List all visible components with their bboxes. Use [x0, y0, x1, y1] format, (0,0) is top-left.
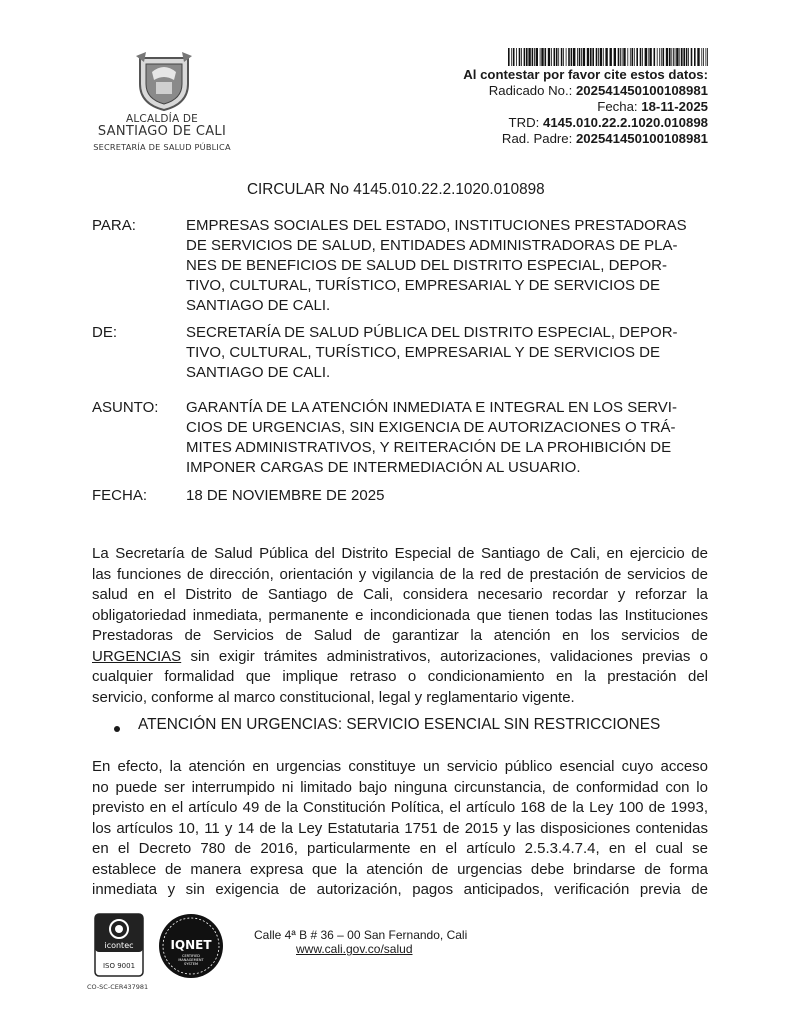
barcode-bar	[659, 48, 660, 66]
body-line: En efecto, la atención en urgencias constituye un servicio público esencial cuyo acceso	[92, 758, 708, 775]
barcode-bar	[701, 48, 702, 66]
asunto-line: MITES ADMINISTRATIVOS, Y REITERACIÓN DE LA PROHIBICIÓN DE	[186, 439, 672, 456]
intro-line: las funciones de dirección, orientación y vigilancia de la red de prestación de servicios de	[92, 565, 708, 583]
barcode-bar	[548, 48, 550, 66]
barcode-bar	[671, 48, 672, 66]
barcode-bar	[521, 48, 522, 66]
barcode-bar	[640, 48, 642, 66]
barcode-bar	[648, 48, 649, 66]
barcode-bar	[583, 48, 585, 66]
icontec-seal-icon	[94, 913, 144, 977]
barcode-bar	[558, 48, 559, 66]
intro-line: Prestadoras de Servicios de Salud de garantizar la atención en los servicios de	[92, 627, 708, 644]
de-value	[186, 323, 706, 383]
intro-line: obligatoriedad inmediata, permanente e incondicionada que tienen todas las Instituciones	[92, 606, 708, 624]
cite-title: Al contestar por favor cite estos datos:	[463, 67, 708, 82]
radicado-label: Radicado No.:	[488, 83, 576, 98]
intro-line: servicio, conforme al marco constitucional, legal y reglamentario vigente.	[92, 688, 575, 706]
barcode-bar	[632, 48, 634, 66]
body-line: inmediata y sin exigencia de autorización, pagos anticipados, verificación previa de	[92, 881, 708, 898]
urgencias-underlined: URGENCIAS	[92, 647, 182, 665]
barcode-bar	[673, 48, 674, 66]
barcode-bar	[703, 48, 704, 66]
body-line: establece de manera expresa que la atención de urgencias debe brindarse de forma	[92, 860, 708, 878]
barcode-bar	[661, 48, 662, 66]
barcode-bar	[679, 48, 680, 66]
barcode-bar	[579, 48, 581, 66]
section-heading: ATENCIÓN EN URGENCIAS: SERVICIO ESENCIAL SIN RESTRICCIONES	[138, 716, 661, 733]
barcode-bar	[620, 48, 621, 66]
trd-line	[509, 115, 708, 131]
barcode-bar	[636, 48, 638, 66]
barcode-bar	[556, 48, 558, 66]
barcode-bar	[707, 48, 708, 66]
trd-label: TRD:	[508, 115, 543, 130]
barcode-bar	[614, 48, 616, 66]
barcode-bar	[630, 48, 631, 66]
barcode-bar	[526, 48, 528, 66]
barcode-bar	[654, 48, 656, 66]
para-line: NES DE BENEFICIOS DE SALUD DEL DISTRITO ESPECIAL, DEPOR-	[186, 257, 667, 274]
barcode-bar	[561, 48, 563, 66]
body-line: no puede ser interrumpido ni limitado bajo ninguna circunstancia, de conformidad con lo	[92, 778, 708, 796]
rad-padre-value: 202541450100108981	[575, 131, 708, 146]
barcode-bar	[676, 48, 678, 66]
footer-website-link[interactable]: www.cali.gov.co/salud	[296, 942, 413, 956]
intro-line-6-rest: sin exigir trámites administrativos, autorizaciones, validaciones previas o	[181, 647, 708, 665]
icontec-name: icontec	[104, 941, 134, 950]
intro-line-6	[92, 647, 708, 668]
barcode-bar	[663, 48, 665, 66]
para-line: SANTIAGO DE CALI.	[186, 297, 331, 314]
barcode-bar	[598, 48, 599, 66]
iqnet-sub2: MANAGEMENT	[178, 958, 204, 962]
de-line: TIVO, CULTURAL, TURÍSTICO, EMPRESARIAL Y DE SERVICIOS DE	[186, 344, 661, 361]
barcode-bar	[622, 48, 623, 66]
iqnet-sub3: SYSTEM	[184, 962, 198, 966]
barcode-bar	[540, 48, 541, 66]
intro-paragraph	[92, 544, 708, 708]
barcode-bar	[610, 48, 612, 66]
iqnet-seal-icon	[158, 913, 224, 979]
rad-padre-line	[502, 131, 708, 147]
barcode-bar	[577, 48, 578, 66]
para-line: EMPRESAS SOCIALES DEL ESTADO, INSTITUCIONES PRESTADORAS	[186, 217, 687, 234]
barcode-bar	[596, 48, 598, 66]
barcode-bar	[627, 48, 628, 66]
asunto-line: CIOS DE URGENCIAS, SIN EXIGENCIA DE AUTORIZACIONES O TRÁ-	[186, 419, 676, 436]
asunto-line: IMPONER CARGAS DE INTERMEDIACIÓN AL USUARIO.	[186, 459, 581, 476]
coat-of-arms-icon	[132, 50, 196, 112]
barcode-bar	[649, 48, 651, 66]
fecha-value: 18-11-2025	[641, 99, 708, 114]
icontec-code: CO-SC-CER437981	[87, 983, 149, 991]
para-line: DE SERVICIOS DE SALUD, ENTIDADES ADMINISTRADORAS DE PLA-	[186, 237, 678, 254]
fecha-line	[597, 99, 708, 115]
barcode-bar	[513, 48, 515, 66]
barcode-bar	[573, 48, 575, 66]
trd-value: 4145.010.22.2.1020.010898	[542, 115, 708, 130]
barcode-bar	[645, 48, 647, 66]
barcode-bar	[681, 48, 683, 66]
asunto-line: GARANTÍA DE LA ATENCIÓN INMEDIATA E INTEGRAL EN LOS SERVI-	[186, 399, 677, 416]
fecha-label: Fecha:	[597, 99, 642, 114]
de-line: SANTIAGO DE CALI.	[186, 364, 331, 381]
barcode-bar	[657, 48, 658, 66]
de-line: SECRETARÍA DE SALUD PÚBLICA DEL DISTRITO ESPECIAL, DEPOR-	[186, 324, 678, 341]
barcode-bar	[634, 48, 635, 66]
iqnet-sub1: CERTIFIED	[182, 954, 200, 958]
body-line: en el Decreto 780 de 2016, particularmente en el artículo 2.5.3.4.7.4, en el cual se	[92, 840, 708, 857]
barcode-bar	[706, 48, 707, 66]
barcode-bar	[534, 48, 535, 66]
body-line: previsto en el artículo 49 de la Constitución Política, el artículo 168 de la Ley 100 de 1993,	[92, 799, 708, 816]
radicado-line	[489, 83, 708, 99]
barcode-bar	[697, 48, 699, 66]
barcode-bar	[571, 48, 573, 66]
barcode-bar	[545, 48, 547, 66]
barcode-bar	[568, 48, 570, 66]
circular-number: CIRCULAR No 4145.010.22.2.1020.010898	[247, 181, 545, 198]
asunto-label: ASUNTO:	[92, 399, 159, 416]
barcode-bar	[642, 48, 643, 66]
barcode-bar	[532, 48, 534, 66]
bullet-icon	[114, 726, 120, 732]
barcode-bar	[694, 48, 696, 66]
barcode-bar	[666, 48, 668, 66]
para-value	[186, 216, 706, 316]
footer-address: Calle 4ª B # 36 – 00 San Fernando, Cali	[254, 928, 468, 942]
intro-line: salud en el Distrito de Santiago de Cali, considera necesario recordar y reforzar la	[92, 586, 708, 603]
barcode-bar	[524, 48, 526, 66]
fecha-doc-label: FECHA:	[92, 487, 148, 504]
barcode-bar	[623, 48, 625, 66]
barcode-bar	[519, 48, 521, 66]
logo-line-1: ALCALDÍA DE	[125, 113, 199, 125]
barcode-bar	[675, 48, 676, 66]
para-line: TIVO, CULTURAL, TURÍSTICO, EMPRESARIAL Y DE SERVICIOS DE	[186, 277, 661, 294]
intro-line: La Secretaría de Salud Pública del Distrito Especial de Santiago de Cali, en ejercicio de	[92, 545, 708, 562]
barcode-icon	[508, 48, 708, 66]
barcode-bar	[688, 48, 689, 66]
body-paragraph	[92, 757, 708, 901]
barcode-bar	[554, 48, 556, 66]
barcode-bar	[686, 48, 688, 66]
logo-line-3: SECRETARÍA DE SALUD PÚBLICA	[93, 142, 231, 152]
fecha-doc-value	[186, 486, 706, 506]
barcode-bar	[590, 48, 592, 66]
barcode-bar	[669, 48, 671, 66]
barcode-bar	[541, 48, 543, 66]
barcode-bar	[691, 48, 693, 66]
barcode-bar	[600, 48, 602, 66]
para-label: PARA:	[92, 217, 136, 234]
barcode-bar	[618, 48, 620, 66]
barcode-bar	[683, 48, 685, 66]
radicado-value: 202541450100108981	[575, 83, 708, 98]
barcode-bar	[508, 48, 510, 66]
barcode-bar	[587, 48, 589, 66]
body-line: los artículos 10, 11 y 14 de la Ley Estatutaria 1751 de 2015 y las disposiciones contenidas	[92, 819, 708, 837]
barcode-bar	[566, 48, 567, 66]
barcode-bar	[563, 48, 564, 66]
barcode-bar	[516, 48, 517, 66]
barcode-bar	[528, 48, 530, 66]
intro-line: cualquier formalidad que implique retraso o condicionamiento en la prestación del	[92, 668, 708, 685]
barcode-bar	[511, 48, 512, 66]
icontec-iso: ISO 9001	[102, 962, 136, 970]
rad-padre-label: Rad. Padre:	[501, 131, 576, 146]
barcode-bar	[592, 48, 594, 66]
iqnet-name: IQNET	[170, 938, 212, 952]
de-label: DE:	[92, 324, 118, 341]
barcode-bar	[551, 48, 552, 66]
fecha-doc-text: 18 DE NOVIEMBRE DE 2025	[186, 487, 385, 504]
barcode-bar	[605, 48, 607, 66]
barcode-bar	[603, 48, 604, 66]
logo-line-2: SANTIAGO DE CALI	[97, 124, 227, 139]
barcode-bar	[581, 48, 582, 66]
barcode-bar	[536, 48, 538, 66]
asunto-value	[186, 398, 706, 478]
